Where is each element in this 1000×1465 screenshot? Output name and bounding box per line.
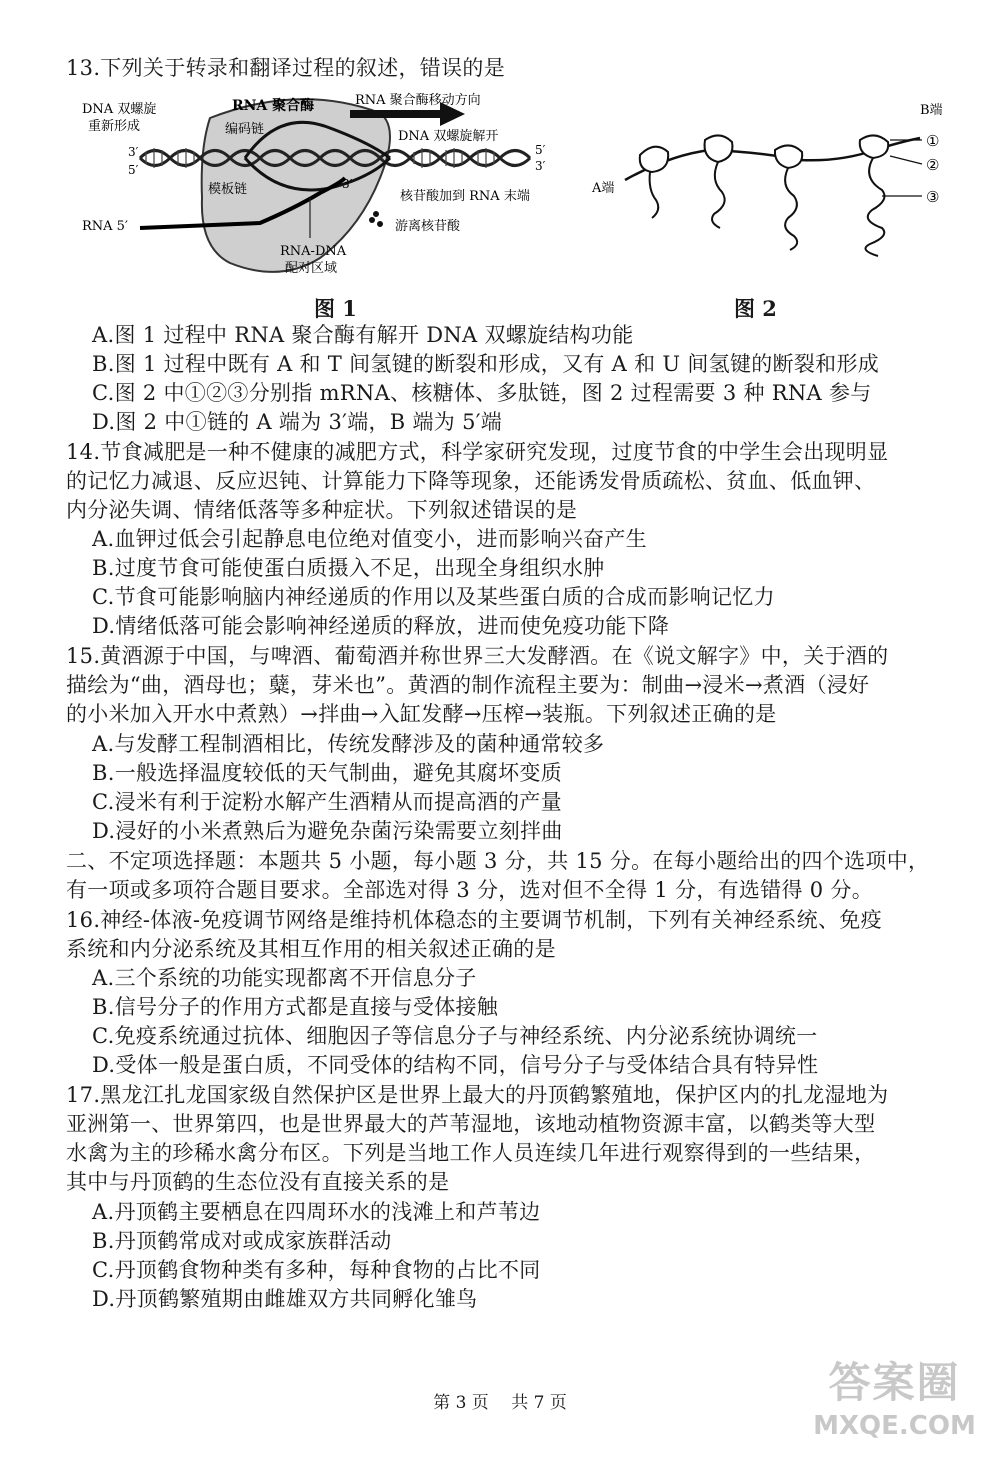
figure-1-caption: 图 1 [314,296,357,321]
q16-option-b: B.信号分子的作用方式都是直接与受体接触 [92,995,499,1019]
label-circle-3: ③ [926,188,940,206]
label-rna-5: RNA 5′ [82,219,128,234]
q15-option-c: C.浸米有利于淀粉水解产生酒精从而提高酒的产量 [92,790,562,814]
label-pairing-1: RNA-DNA [280,244,347,259]
q15-stem-1: 15.黄酒源于中国，与啤酒、葡萄酒并称世界三大发酵酒。在《说文解字》中，关于酒的 [66,644,889,668]
label-dna-unwind: DNA 双螺旋解开 [398,129,499,144]
q13-option-c: C.图 2 中①②③分别指 mRNA、核糖体、多肽链，图 2 过程需要 3 种 RNA 参与 [92,381,872,405]
q15-option-b: B.一般选择温度较低的天气制曲，避免其腐坏变质 [92,761,563,785]
q17-stem-1: 17.黑龙江扎龙国家级自然保护区是世界上最大的丹顶鹤繁殖地，保护区内的扎龙湿地为 [66,1083,889,1107]
q17-stem-3: 水禽为主的珍稀水禽分布区。下列是当地工作人员连续几年进行观察得到的一些结果， [66,1141,876,1165]
label-coding-strand: 编码链 [225,122,265,137]
q13-option-b: B.图 1 过程中既有 A 和 T 间氢键的断裂和形成，又有 A 和 U 间氢键的断裂和形成 [92,352,880,376]
q17-option-d: D.丹顶鹤繁殖期由雌雄双方共同孵化雏鸟 [92,1287,478,1311]
label-left-5: 5′ [128,163,139,177]
q17-option-c: C.丹顶鹤食物种类有多种，每种食物的占比不同 [92,1258,541,1282]
q15-stem-2: 描绘为“曲，酒母也；糵，芽米也”。黄酒的制作流程主要为：制曲→浸米→煮酒（浸好 [66,673,870,697]
q17-stem-2: 亚洲第一、世界第四，也是世界最大的芦苇湿地，该地动植物资源丰富，以鹤类等大型 [66,1112,876,1136]
q13-stem: 13.下列关于转录和翻译过程的叙述，错误的是 [66,56,505,80]
free-nucleotides [369,211,383,227]
label-circle-2: ② [926,156,940,174]
watermark [807,1357,982,1457]
q17-option-a: A.丹顶鹤主要栖息在四周环水的浅滩上和芦苇边 [92,1200,541,1224]
watermark-logo: 答案圈 [828,1358,961,1407]
q17-stem-4: 其中与丹顶鹤的生态位没有直接关系的是 [66,1170,450,1194]
label-free-nucleotides: 游离核苷酸 [395,219,461,234]
q14-option-b: B.过度节食可能使蛋白质摄入不足，出现全身组织水肿 [92,556,605,580]
label-a-end: A端 [592,181,615,196]
q14-option-d: D.情绪低落可能会影响神经递质的释放，进而使免疫功能下降 [92,614,670,638]
q15-option-a: A.与发酵工程制酒相比，传统发酵涉及的菌种通常较多 [92,732,605,756]
q13-option-d: D.图 2 中①链的 A 端为 3′端，B 端为 5′端 [92,410,503,434]
section2-line-2: 有一项或多项符合题目要求。全部选对得 3 分，选对但不全得 1 分，有选错得 0 分。 [66,878,874,902]
q16-stem-1: 16.神经-体液-免疫调节网络是维持机体稳态的主要调节机制，下列有关神经系统、免疫 [66,908,882,932]
label-nucleotide-add: 核苷酸加到 RNA 末端 [400,189,530,204]
label-template-strand: 模板链 [208,182,248,197]
label-right-3: 3′ [535,159,546,173]
q16-option-a: A.三个系统的功能实现都离不开信息分子 [92,966,477,990]
figure-1-transcription [80,88,560,298]
label-direction: RNA 聚合酶移动方向 [355,93,481,108]
q16-stem-2: 系统和内分泌系统及其相互作用的相关叙述正确的是 [66,937,556,961]
section2-line-1: 二、不定项选择题：本题共 5 小题，每小题 3 分，共 15 分。在每小题给出的四个选项中， [66,849,930,873]
label-right-5: 5′ [535,143,546,157]
figure-2-translation [590,100,960,270]
q15-option-d: D.浸好的小米煮熟后为避免杂菌污染需要立刻拌曲 [92,819,563,843]
q14-option-c: C.节食可能影响脑内神经递质的作用以及某些蛋白质的合成而影响记忆力 [92,585,775,609]
q13-option-a: A.图 1 过程中 RNA 聚合酶有解开 DNA 双螺旋结构功能 [92,323,634,347]
q16-option-d: D.受体一般是蛋白质，不同受体的结构不同，信号分子与受体结合具有特异性 [92,1053,819,1077]
label-dna-reform-2: 重新形成 [88,119,141,134]
page-footer: 第 3 页 共 7 页 [433,1393,567,1413]
q14-stem-2: 的记忆力减退、反应迟钝、计算能力下降等现象，还能诱发骨质疏松、贫血、低血钾、 [66,469,876,493]
label-rna-polymerase: RNA 聚合酶 [232,98,315,114]
label-circle-1: ① [926,132,940,150]
watermark-url: MXQE.COM [813,1411,976,1441]
figure-2-caption: 图 2 [734,296,777,321]
q16-option-c: C.免疫系统通过抗体、细胞因子等信息分子与神经系统、内分泌系统协调统一 [92,1024,818,1048]
label-dna-reform-1: DNA 双螺旋 [82,102,157,117]
label-left-3: 3′ [128,145,139,159]
label-mid-3: 3′ [342,177,353,191]
q14-option-a: A.血钾过低会引起静息电位绝对值变小，进而影响兴奋产生 [92,527,647,551]
q17-option-b: B.丹顶鹤常成对或成家族群活动 [92,1229,392,1253]
q14-stem-1: 14.节食减肥是一种不健康的减肥方式，科学家研究发现，过度节食的中学生会出现明显 [66,440,889,464]
polypeptide-chains [650,158,885,256]
q15-stem-3: 的小米加入开水中煮熟）→拌曲→入缸发酵→压榨→装瓶。下列叙述正确的是 [66,702,777,726]
q14-stem-3: 内分泌失调、情绪低落等多种症状。下列叙述错误的是 [66,498,578,522]
label-pairing-2: 配对区域 [285,261,338,276]
label-b-end: B端 [920,103,943,118]
